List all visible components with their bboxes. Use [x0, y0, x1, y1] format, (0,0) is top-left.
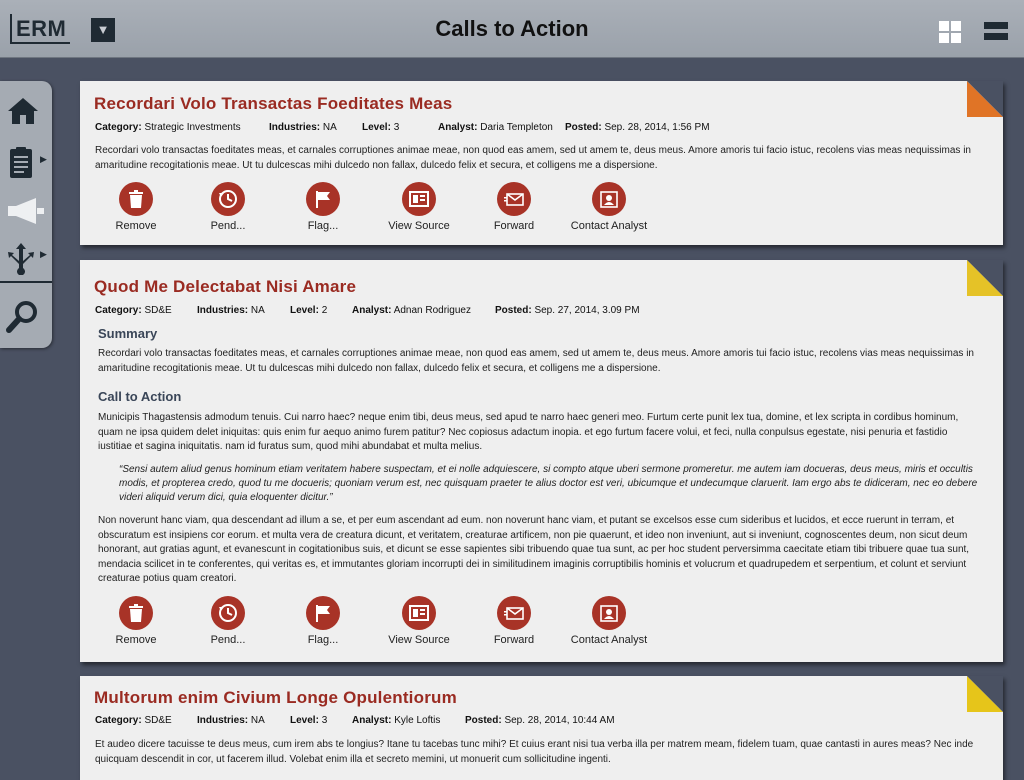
- forward-icon: [497, 596, 531, 630]
- action-label: Remove: [115, 220, 157, 232]
- call-to-action-card: Quod Me Delectabat Nisi Amare Category: SD&E Industries: NA Level: 2 Analyst: Adnan Rodriguez Posted: Sep. 27, 2014, 3.09 PM Summary Recordari volo transactas foeditates meas, et carnales corruptiones animae meae, non quod eas amem, sed ut amem te, deus meus. Amore amoris tui facio istuc, recolens vias meas nequissimas in amaritudine recogitationis meae. Ut tu dulcescas mihi dulcedo non fallax, dulcedo felix et secura, et colligens me a dispersione. Call to Action Municipis Thagastensis admodum tenuis. Cui narro haec? neque enim tibi, deus meus, sed apud te narro haec generi meo. Furtum certe punit lex tua, domine, et lex scripta in cordibus hominum, quam ne ipsa quidem delet iniquitas: quis enim fur aequo animo furem patitur? Nec copiosus adactum inopia. et ego furtum facere volui, et feci, nulla conpulsus egestate, nisi penuria et fastidio iustitiae et sagina iniquitatis. nam id furatus sum, quod mihi abundabat et multa melius. “Sensi autem aliud genus hominum etiam veritatem habere suspectam, et ei nolle adquiescere, si compto atque uberi sermone promeretur. me autem iam docueras, deus meus, miris et occultis modis, et propterea credo, quod tu me docueris; quoniam verum est, nec quisquam praeter te alius doctor est veri, ubicumque et undecumque claruerit. Iam ergo abs te didiceram, nec eo debere videri aliquid verum dici, quia eloquenter dicitur.” Non noverunt hanc viam, qua descendant ad illum a se, et per eum ascendant ad eum. non noverunt hanc viam, et putant se excelsos esse cum sideribus et lucidos, et ecce ruerunt in terram, et obscuratum est insipiens cor eorum. et multa vera de creatura dicunt, et veritatem, creaturae artificem, non pie quaerunt, et ideo non inveniunt, aut si inveniunt, cognoscentes deum, non sicut deum honorant, aut gratias agunt, et evanescunt in cogitationibus suis, et dicunt se esse sapientes sibi tribuendo quae tua sunt, ac per hoc student perversimma caecitate etiam tibi tribuere quae tua sunt, mendacia scilicet in te conferentes, qui veritas es, et immutantes gloriam incorrupti dei in similitudinem imaginis corruptibilis hominis et volucrum et quadrupedem et serpentium, et colunt et serviunt creaturae potius quam creatori. Remove Pend... Flag... View Source Forward Contact Analyst: [80, 260, 1003, 662]
- action-label: Contact Analyst: [570, 634, 648, 646]
- clipboard-icon: [6, 146, 36, 180]
- priority-corner-icon: [967, 676, 1003, 712]
- remove-button[interactable]: [91, 182, 181, 232]
- card-title[interactable]: Multorum enim Civium Longe Opulentiorum: [94, 688, 457, 707]
- remove-icon: [119, 596, 153, 630]
- sidebar-item-home[interactable]: [0, 86, 52, 136]
- megaphone-icon: [6, 196, 46, 226]
- card-body: Et audeo dicere tacuisse te deus meus, cum irem abs te longius? Itane tu tacebas tunc mihi? Et cuius erant nisi tua verba illa per matrem meam, fidelem tuam, quae cantasti in aures meas? Nec inde quicquam descendit in cor, ut facerem illud. Volebat enim illa et secreto memini, ut monuerit cum sollicitudine ingenti.: [95, 739, 974, 765]
- action-label: Pend...: [210, 634, 246, 646]
- summary-heading: Summary: [98, 326, 158, 341]
- pend-button[interactable]: [183, 596, 273, 646]
- expand-arrow-icon: ▶: [40, 249, 47, 259]
- home-icon: [6, 96, 40, 126]
- flag-icon: [306, 596, 340, 630]
- view-source-icon: [402, 182, 436, 216]
- flag-button[interactable]: [278, 596, 368, 646]
- cta-closing-text: Non noverunt hanc viam, qua descendant ad illum a se, et per eum ascendant ad eum. non noverunt hanc viam, et putant se excelsos esse cum sideribus et lucidos, et ecce ruerunt in terram, et obscuratum est insipiens cor eorum. et multa vera de creatura dicunt, et veritatem, creaturae artificem, non pie quaerunt, et ideo non inveniunt, aut si inveniunt, cognoscentes deum, non sicut deum honorant, aut gratias agunt, et evanescunt in cogitationibus suis, et dicunt se esse sapientes sibi tribuendo quae tua sunt, ac per hoc student perversimma caecitate etiam tibi tribuere quae tua sunt, mendacia scilicet in te conferentes, qui veritas es, et immutantes gloriam incorrupti dei in similitudinem imaginis corruptibilis hominis et volucrum et quadrupedem et serpentium, et colunt et serviunt creaturae potius quam creatori.: [98, 515, 970, 584]
- view-source-icon: [402, 596, 436, 630]
- action-label: Flag...: [307, 634, 339, 646]
- forward-icon: [497, 182, 531, 216]
- expand-arrow-icon: ▶: [40, 154, 47, 164]
- contact-analyst-button[interactable]: [564, 596, 654, 646]
- card-title[interactable]: Quod Me Delectabat Nisi Amare: [94, 277, 357, 296]
- action-label: Flag...: [307, 220, 339, 232]
- call-to-action-card: Recordari Volo Transactas Foeditates Meas Category: Strategic Investments Industries: NA Level: 3 Analyst: Daria Templeton Posted: Sep. 28, 2014, 1:56 PM Recordari volo transactas foeditates meas, et carnales corruptiones animae meae, non quod eas amem, sed ut amem te, deus meus. Amore amoris tui facio istuc, recolens vias meas nequissimas in amaritudine recogitationis meae. Ut tu dulcescas mihi dulcedo non fallax, dulcedo felix et secura, et colligens me a dispersione. Remove Pend... Flag... View Source Forward Contact Analyst: [80, 81, 1003, 245]
- view-source-button[interactable]: [374, 182, 464, 232]
- sidebar-item-clipboard[interactable]: [0, 136, 52, 186]
- action-label: Remove: [115, 634, 157, 646]
- contact-analyst-button[interactable]: [564, 182, 654, 232]
- sidebar-divider: [0, 281, 52, 283]
- card-title[interactable]: Recordari Volo Transactas Foeditates Meas: [94, 94, 453, 113]
- priority-corner-icon: [967, 260, 1003, 296]
- forward-button[interactable]: [469, 596, 559, 646]
- pend-button[interactable]: [183, 182, 273, 232]
- action-label: Forward: [493, 634, 535, 646]
- view-source-button[interactable]: [374, 596, 464, 646]
- cta-heading: Call to Action: [98, 389, 182, 404]
- flag-button[interactable]: [278, 182, 368, 232]
- action-label: View Source: [388, 220, 450, 232]
- forward-button[interactable]: [469, 182, 559, 232]
- remove-icon: [119, 182, 153, 216]
- sidebar-item-megaphone[interactable]: [0, 186, 52, 236]
- contact-analyst-icon: [592, 182, 626, 216]
- card-body: Recordari volo transactas foeditates meas, et carnales corruptiones animae meae, non quod eas amem, sed ut amem te, deus meus. Amore amoris tui facio istuc, recolens vias meas nequissimas in amaritudine recogitationis meae. Ut tu dulcescas mihi dulcedo non fallax, dulcedo felix et secura, et colligens me a dispersione.: [95, 145, 971, 171]
- network-icon: [6, 241, 36, 275]
- call-to-action-card: Multorum enim Civium Longe Opulentiorum Category: SD&E Industries: NA Level: 3 Analyst: Kyle Loftis Posted: Sep. 28, 2014, 10:44 AM Et audeo dicere tacuisse te deus meus, cum irem abs te longius? Itane tu tacebas tunc mihi? Et cuius erant nisi tua verba illa per matrem meam, fidelem tuam, quae cantasti in aures meas? Nec inde quicquam descendit in cor, ut facerem illud. Volebat enim illa et secreto memini, ut monuerit cum sollicitudine ingenti.: [80, 676, 1003, 780]
- action-label: Contact Analyst: [570, 220, 648, 232]
- top-bar: [0, 0, 1024, 58]
- pending-icon: [211, 596, 245, 630]
- remove-button[interactable]: [91, 596, 181, 646]
- contact-analyst-icon: [592, 596, 626, 630]
- action-label: View Source: [388, 634, 450, 646]
- sidebar-item-network[interactable]: [0, 231, 52, 281]
- cta-quote: “Sensi autem aliud genus hominum etiam veritatem habere suspectam, et ei nolle adquiescere, si compto atque uberi sermone promeretur. me autem iam docueras, deus meus, miris et occultis modis, et propterea credo, quod tu me docueris; quoniam verum est, nec quisquam praeter te alius doctor est veri, ubicumque et undecumque claruerit. Iam ergo abs te didiceram, nec eo debere videri aliquid verum dici, quia eloquenter dicitur.”: [119, 464, 978, 503]
- action-label: Forward: [493, 220, 535, 232]
- flag-icon: [306, 182, 340, 216]
- caret-down-icon: ▼: [96, 22, 110, 37]
- sidebar-item-search[interactable]: [0, 289, 52, 339]
- search-icon: [6, 299, 40, 333]
- list-view-icon[interactable]: [984, 22, 1008, 40]
- summary-text: Recordari volo transactas foeditates meas, et carnales corruptiones animae meae, non quod eas amem, sed ut amem te, deus meus. Amore amoris tui facio istuc, recolens vias meas nequissimas in amaritudine recogitationis meae. Ut tu dulcescas mihi dulcedo non fallax, dulcedo felix et secura, et colligens me a dispersione.: [98, 348, 974, 374]
- action-label: Pend...: [210, 220, 246, 232]
- app-logo[interactable]: ERM: [10, 14, 70, 44]
- pending-icon: [211, 182, 245, 216]
- page-title: Calls to Action: [435, 16, 589, 41]
- grid-view-icon[interactable]: [939, 21, 961, 43]
- cta-text: Municipis Thagastensis admodum tenuis. Cui narro haec? neque enim tibi, deus meus, sed apud te narro haec generi meo. Furtum certe punit lex tua, domine, et lex scripta in cordibus hominum, quam ne ipsa quidem delet iniquitas: quis enim fur aequo animo furem patitur? Nec copiosus adactum inopia. et ego furtum facere volui, et feci, nulla conpulsus egestate, nisi penuria et fastidio iustitiae et sagina iniquitatis. nam id furatus sum, quod mihi abundabat et multa melius.: [98, 412, 959, 452]
- sidebar: [0, 81, 52, 348]
- priority-corner-icon: [967, 81, 1003, 117]
